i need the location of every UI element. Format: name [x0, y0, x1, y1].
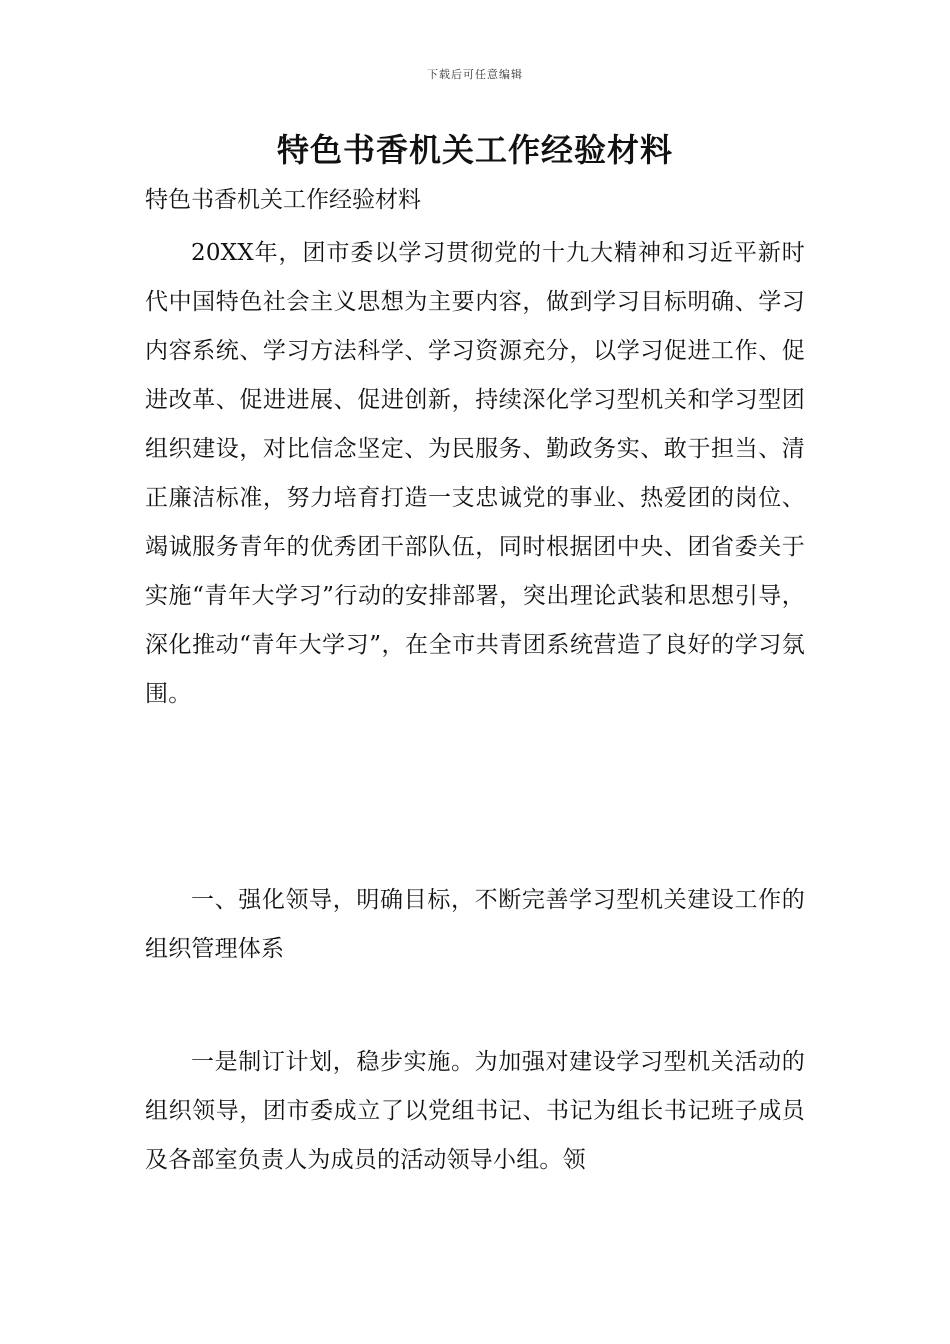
- paragraph-section-1: 一是制订计划，稳步实施。为加强对建设学习型机关活动的组织领导，团市委成立了以党组书记、书记为组长书记班子成员及各部室负责人为成员的活动领导小组。领: [145, 1049, 805, 1173]
- section-heading-1: 一、强化领导，明确目标，不断完善学习型机关建设工作的组织管理体系: [145, 887, 805, 962]
- header-note: 下载后可任意编辑: [427, 68, 523, 81]
- paragraph-intro: 20XX年，团市委以学习贯彻党的十九大精神和习近平新时代中国特色社会主义思想为主要内容，做到学习目标明确、学习内容系统、学习方法科学、学习资源充分，以学习促进工作、促进改革、促进进展、促进创新，持续深化学习型机关和学习型团组织建设，对比信念坚定、为民服务、勤政务实、敢于担当、清正廉洁标准，努力培育打造一支忠诚党的事业、热爱团的岗位、竭诚服务青年的优秀团干部队伍，同时根据团中央、团省委关于实施“青年大学习”行动的安排部署，突出理论武装和思想引导，深化推动“青年大学习”，在全市共青团系统营造了良好的学习氛围。: [145, 240, 805, 707]
- document-subtitle: 特色书香机关工作经验材料: [145, 187, 421, 213]
- document-body: [145, 183, 805, 1185]
- document-title: 特色书香机关工作经验材料: [276, 131, 673, 169]
